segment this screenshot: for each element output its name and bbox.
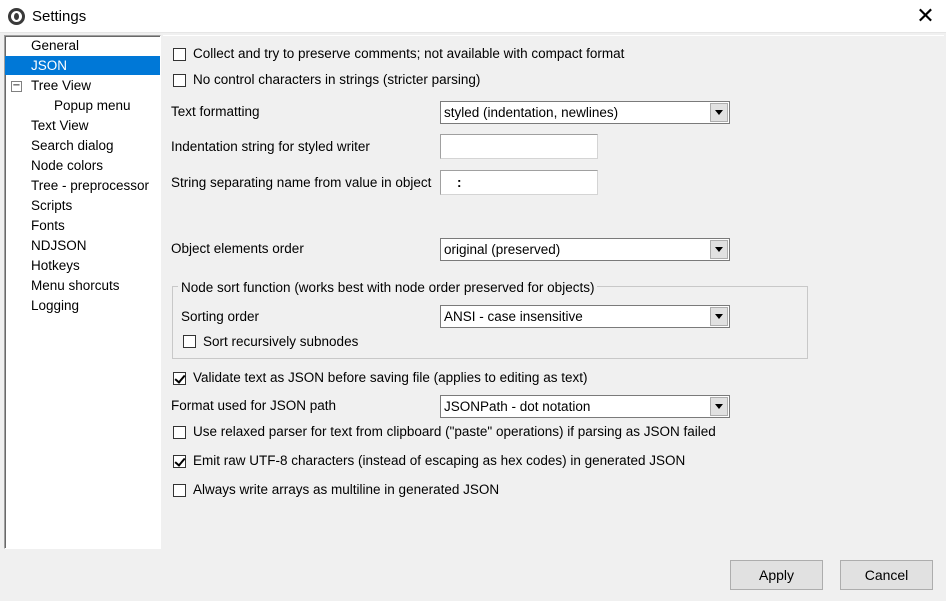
validate-before-save-checkbox[interactable]: [173, 372, 186, 385]
emit-raw-utf8-checkbox[interactable]: [173, 455, 186, 468]
nav-item-json[interactable]: JSON: [5, 56, 160, 75]
separator-label: String separating name from value in object: [171, 175, 432, 190]
nav-item-text-view[interactable]: Text View: [31, 118, 89, 133]
chevron-down-icon[interactable]: [710, 240, 728, 259]
sorting-order-select[interactable]: [440, 305, 730, 328]
json-path-format-value: JSONPath - dot notation: [444, 399, 591, 414]
sorting-order-label: Sorting order: [181, 309, 260, 324]
text-formatting-value: styled (indentation, newlines): [444, 105, 619, 120]
apply-button[interactable]: Apply: [730, 560, 823, 590]
chevron-down-icon[interactable]: [710, 103, 728, 122]
app-icon: [8, 8, 25, 25]
dialog-footer: [0, 549, 946, 601]
nav-item-tree-view[interactable]: Tree View: [31, 78, 92, 93]
validate-before-save-label[interactable]: Validate text as JSON before saving file (applies to editing as text): [193, 370, 588, 385]
indentation-label: Indentation string for styled writer: [171, 139, 370, 154]
relaxed-parser-label[interactable]: Use relaxed parser for text from clipboard ("paste" operations) if parsing as JSON failed: [193, 424, 716, 439]
nav-item-general[interactable]: General: [31, 38, 80, 53]
chevron-down-icon[interactable]: [710, 397, 728, 416]
collect-comments-label[interactable]: Collect and try to preserve comments; not available with compact format: [193, 46, 625, 61]
arrays-multiline-label[interactable]: Always write arrays as multiline in generated JSON: [193, 482, 500, 497]
relaxed-parser-checkbox[interactable]: [173, 426, 186, 439]
nav-item-scripts[interactable]: Scripts: [31, 198, 73, 213]
sorting-order-value: ANSI - case insensitive: [444, 309, 583, 324]
nav-item-menu-shortcuts[interactable]: Menu shorcuts: [31, 278, 120, 293]
node-sort-legend: Node sort function (works best with node order preserved for objects): [178, 280, 597, 295]
emit-raw-utf8-label[interactable]: Emit raw UTF-8 characters (instead of escaping as hex codes) in generated JSON: [193, 453, 686, 468]
collapse-icon[interactable]: −: [12, 80, 21, 91]
separator-value: :: [457, 175, 462, 190]
cancel-button[interactable]: Cancel: [840, 560, 933, 590]
nav-item-hotkeys[interactable]: Hotkeys: [31, 258, 80, 273]
window-title: Settings: [32, 8, 87, 25]
nav-item-popup-menu[interactable]: Popup menu: [54, 98, 131, 113]
nav-item-fonts[interactable]: Fonts: [31, 218, 65, 233]
sort-recursive-label[interactable]: Sort recursively subnodes: [203, 334, 359, 349]
object-order-select[interactable]: [440, 238, 730, 261]
object-order-value: original (preserved): [444, 242, 561, 257]
object-order-label: Object elements order: [171, 241, 304, 256]
nav-item-logging[interactable]: Logging: [31, 298, 80, 313]
chevron-down-icon[interactable]: [710, 307, 728, 326]
close-icon[interactable]: ✕: [916, 4, 935, 29]
collect-comments-checkbox[interactable]: [173, 48, 186, 61]
separator-input[interactable]: [440, 170, 598, 195]
no-control-chars-label[interactable]: No control characters in strings (stricter parsing): [193, 72, 481, 87]
sort-recursive-checkbox[interactable]: [183, 335, 196, 348]
indentation-input[interactable]: [440, 134, 598, 159]
text-formatting-label: Text formatting: [171, 104, 260, 119]
nav-item-ndjson[interactable]: NDJSON: [31, 238, 87, 253]
json-path-format-select[interactable]: [440, 395, 730, 418]
nav-item-tree-preprocessor[interactable]: Tree - preprocessor: [31, 178, 150, 193]
title-bar: [0, 0, 946, 33]
nav-item-search-dialog[interactable]: Search dialog: [31, 138, 114, 153]
nav-item-node-colors[interactable]: Node colors: [31, 158, 104, 173]
text-formatting-select[interactable]: [440, 101, 730, 124]
no-control-chars-checkbox[interactable]: [173, 74, 186, 87]
arrays-multiline-checkbox[interactable]: [173, 484, 186, 497]
json-path-format-label: Format used for JSON path: [171, 398, 337, 413]
